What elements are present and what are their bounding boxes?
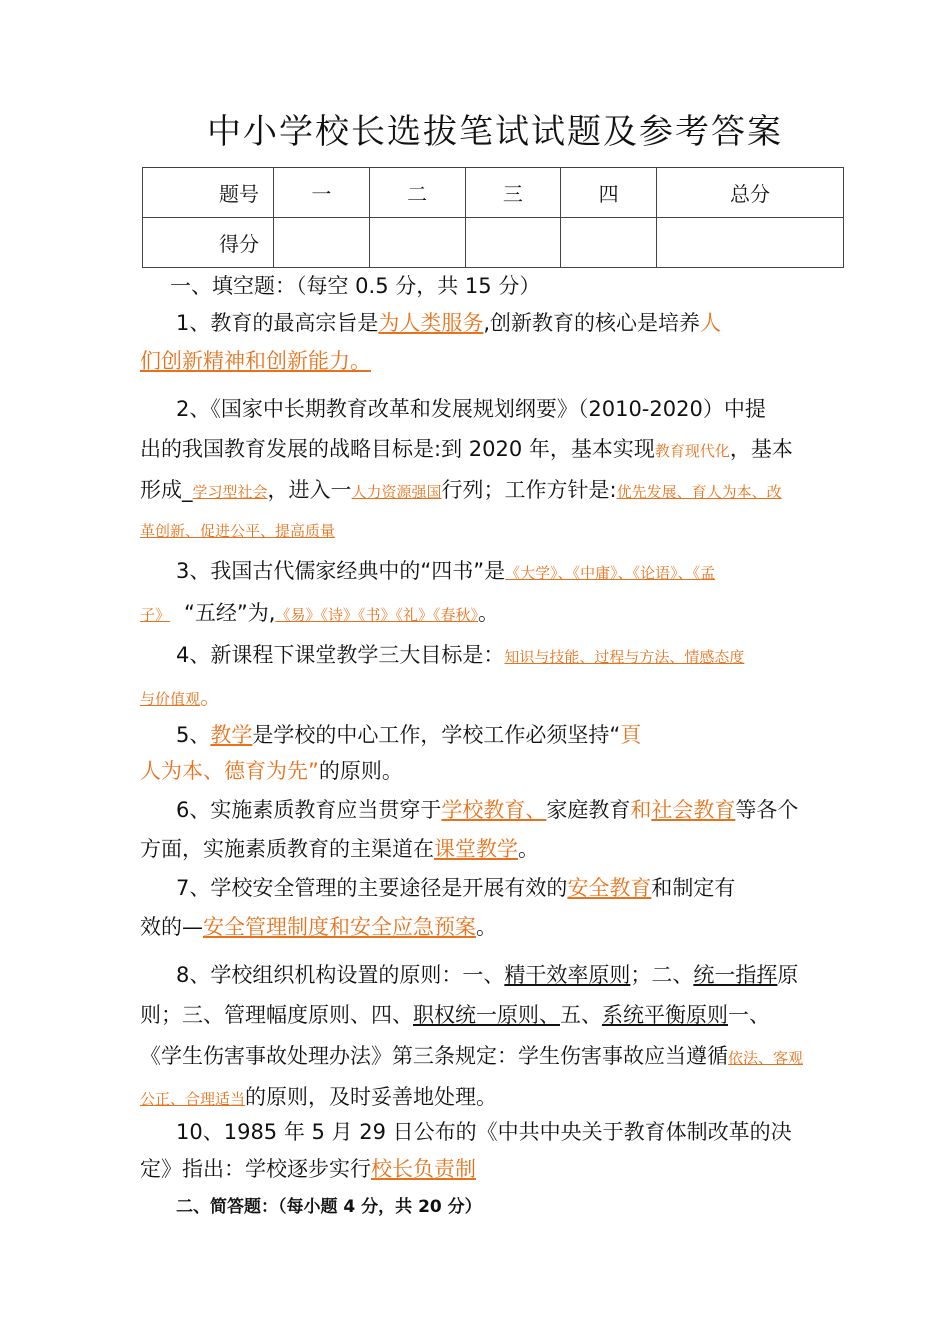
table-cell: 题号 — [143, 168, 274, 218]
text: 效的— — [140, 915, 203, 939]
table-row — [143, 168, 844, 218]
answer: 頁 — [620, 723, 642, 747]
text: 和制定有 — [651, 876, 736, 900]
page-title: 中小学校长选拔笔试试题及参考答案 — [207, 112, 783, 152]
question-8-cont — [140, 1041, 803, 1073]
answer: 学校教育、 — [441, 798, 547, 822]
question-3 — [176, 556, 715, 588]
question-5-cont — [140, 756, 403, 786]
answer: 革创新、促进公平、提高质量 — [140, 522, 336, 540]
text: ；二、 — [630, 963, 694, 987]
question-2-cont — [140, 475, 782, 507]
table-cell — [465, 218, 561, 268]
answer: 安全教育 — [567, 876, 652, 900]
table-cell: 四 — [561, 168, 657, 218]
question-6-cont — [140, 834, 539, 864]
section2-heading: 二、简答题：（每小题 4 分，共 20 分） — [176, 1197, 482, 1217]
answer: 安全管理制度和安全应急预案 — [203, 915, 476, 939]
question-8 — [176, 960, 798, 990]
text: 4、新课程下课堂教学三大目标是： — [176, 643, 505, 667]
answer: 职权统一原则、 — [413, 1003, 560, 1027]
text: 的原则。 — [318, 759, 403, 783]
table-row — [143, 218, 844, 268]
text: 6、实施素质教育应当贯穿于 — [176, 798, 442, 822]
answer: 校长负责制 — [371, 1157, 476, 1181]
text: 家庭教育 — [546, 798, 631, 822]
answer: 和 — [630, 798, 652, 822]
question-7-cont — [140, 912, 497, 942]
text: 。 — [477, 601, 499, 625]
text: 。 — [200, 685, 222, 709]
question-10: 10、1985 年 5 月 29 日公布的《中共中央关于教育体制改革的决 — [176, 1120, 792, 1144]
answer: 《大学》、《中庸》、《论语》、《孟 — [505, 564, 716, 582]
question-4 — [176, 640, 744, 672]
text: 5、 — [176, 723, 211, 747]
table-cell — [274, 218, 370, 268]
table-cell: 总分 — [657, 168, 844, 218]
text: 方面，实施素质教育的主渠道在 — [140, 837, 434, 861]
text: ，进入一 — [267, 478, 352, 502]
text: 《学生伤害事故处理办法》第三条规定：学生伤害事故应当遵循 — [140, 1044, 728, 1068]
answer: 统一指挥 — [693, 963, 778, 987]
question-1-cont — [140, 346, 371, 376]
text: ，基本 — [729, 437, 793, 461]
question-1 — [176, 308, 721, 338]
text: 形成_ — [140, 478, 193, 502]
text: 。 — [476, 915, 497, 939]
question-2-cont — [140, 434, 793, 466]
text: 等各个 — [735, 798, 799, 822]
text: 则；三、管理幅度原则、四、 — [140, 1003, 413, 1027]
question-4-cont — [140, 682, 221, 714]
question-8-cont — [140, 1000, 770, 1030]
answer: 们创新精神和创新能力。 — [140, 349, 371, 373]
table-cell: 三 — [465, 168, 561, 218]
question-6 — [176, 795, 798, 825]
answer: 子》 — [140, 606, 171, 624]
table-cell — [657, 218, 844, 268]
question-8-cont — [140, 1082, 497, 1114]
answer: 人为本、德育为先” — [140, 759, 319, 783]
question-7 — [176, 873, 735, 903]
answer: 精干效率原则 — [504, 963, 631, 987]
question-3-cont — [140, 598, 499, 630]
text: 7、学校安全管理的主要途径是开展有效的 — [176, 876, 568, 900]
question-5 — [176, 720, 641, 750]
text: 1、教育的最高宗旨是 — [176, 311, 379, 335]
answer: 课堂教学 — [434, 837, 518, 861]
table-cell: 二 — [369, 168, 465, 218]
question-2-cont — [140, 514, 335, 546]
score-table — [142, 167, 844, 268]
text: 3、我国古代儒家经典中的“四书”是 — [176, 559, 506, 583]
answer: 教学 — [210, 723, 253, 747]
answer: 《易》《诗》《书》《礼》《春秋》 — [275, 606, 478, 624]
text: 的原则，及时妥善地处理。 — [245, 1085, 498, 1109]
text: “五经”为, — [184, 601, 276, 625]
answer: 系统平衡原则 — [602, 1003, 728, 1027]
section1-heading: 一、填空题：（每空 0.5 分，共 15 分） — [170, 274, 541, 298]
answer: 学习型社会 — [192, 483, 268, 501]
text: 原 — [777, 963, 799, 987]
text: ,创新教育的核心是培养 — [483, 311, 701, 335]
table-cell — [369, 218, 465, 268]
text: 。 — [518, 837, 539, 861]
answer: 教育现代化 — [654, 442, 730, 460]
answer: 公正、合理适当 — [140, 1090, 246, 1108]
answer: 人 — [700, 311, 722, 335]
answer: 与价值观 — [140, 690, 201, 708]
table-cell — [561, 218, 657, 268]
answer: 优先发展、育人为本、改 — [616, 483, 782, 501]
question-10-cont — [140, 1154, 476, 1184]
answer: 知识与技能、过程与方法、情感态度 — [504, 648, 745, 666]
text: 五、 — [560, 1003, 602, 1027]
table-cell: 一 — [274, 168, 370, 218]
answer: 社会教育 — [651, 798, 736, 822]
text: 8、学校组织机构设置的原则：一、 — [176, 963, 505, 987]
table-cell: 得分 — [143, 218, 274, 268]
answer: 人力资源强国 — [351, 483, 442, 501]
answer: 依法、客观 — [728, 1049, 804, 1067]
text: 出的我国教育发展的战略目标是:到 2020 年，基本实现 — [140, 437, 655, 461]
text: 一、 — [728, 1003, 770, 1027]
text: 是学校的中心工作，学校工作必须坚持“ — [252, 723, 621, 747]
text: 定》指出：学校逐步实行 — [140, 1157, 371, 1181]
answer: 为人类服务 — [378, 311, 484, 335]
text: 行列；工作方针是: — [441, 478, 617, 502]
question-2: 2、《国家中长期教育改革和发展规划纲要》（2010-2020）中提 — [176, 397, 766, 421]
